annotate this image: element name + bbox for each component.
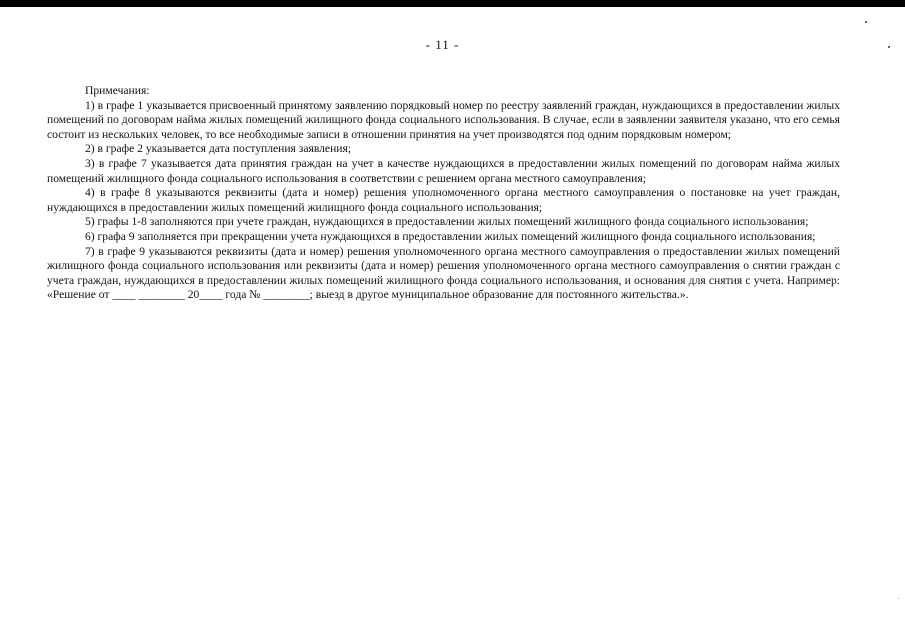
note-item-3: 3) в графе 7 указывается дата принятия граждан на учет в качестве нуждающихся в предоставлении жилых помещений по договорам найма жилых помещений жилищного фонда социального использования в соответствии с решением органа местного самоуправления; (47, 156, 840, 185)
scan-speck (865, 21, 867, 23)
note-item-5: 5) графы 1-8 заполняются при учете граждан, нуждающихся в предоставлении жилых помещений жилищного фонда социального использования; (85, 215, 809, 229)
note-item-2: 2) в графе 2 указывается дата поступления заявления; (85, 142, 352, 156)
scan-speck (888, 46, 890, 48)
note-item-1: 1) в графе 1 указывается присвоенный принятому заявлению порядковый номер по реестру заявлений граждан, нуждающихся в предоставлении жилых помещений по договорам найма жилых помещений жилищного фонда социального использования. В случае, если в заявлении заявителя указано, что его семья состоит из нескольких человек, то все необходимые записи в отношении принятия на учет производятся под одним порядковым номером; (47, 98, 840, 141)
note-item-6: 6) графа 9 заполняется при прекращении учета нуждающихся в предоставлении жилых помещений жилищного фонда социального использования; (85, 229, 816, 243)
page-number: - 11 - (425, 37, 460, 52)
scan-speck (898, 598, 899, 599)
scan-top-border (0, 0, 905, 7)
notes-heading: Примечания: (85, 84, 150, 97)
note-item-7: 7) в графе 9 указываются реквизиты (дата и номер) решения уполномоченного органа местного самоуправления о предоставлении жилых помещений жилищного фонда социального использования или реквизиты (дата и номер) решения уполномоченного органа местного самоуправления о снятии граждан с учета граждан, нуждающихся в предоставлении жилых помещений жилищного фонда социального использования, и основания для снятия с учета. Например: «Решение от ____ ________ 20____ года № ________; выезд в другое муниципальное образование для постоянного жительства.». (47, 244, 840, 302)
note-item-4: 4) в графе 8 указываются реквизиты (дата и номер) решения уполномоченного органа местного самоуправления о постановке на учет граждан, нуждающихся в предоставлении жилых помещений жилищного фонда социального использования; (47, 186, 840, 214)
notes-section (47, 84, 840, 303)
